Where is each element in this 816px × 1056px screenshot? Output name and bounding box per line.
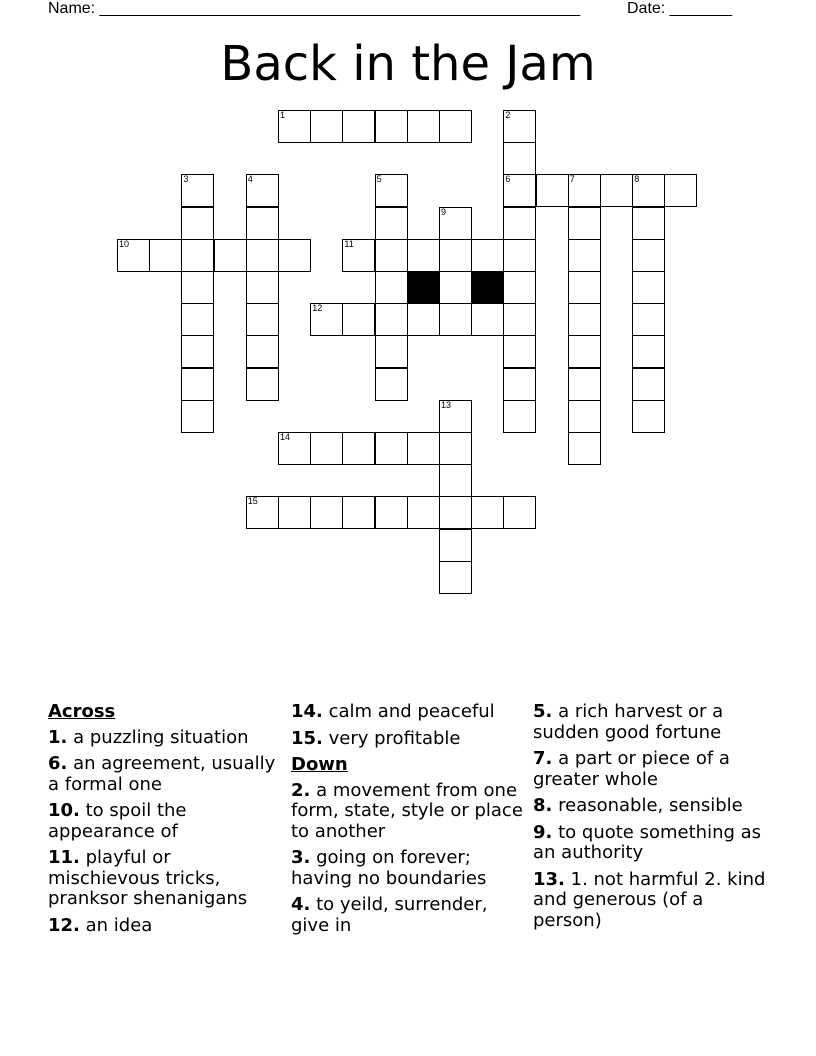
cell-number: 7 <box>569 174 575 185</box>
grid-cell[interactable] <box>310 496 343 529</box>
grid-cell[interactable] <box>181 303 214 336</box>
grid-cell[interactable] <box>439 464 472 497</box>
clue-number: 15. <box>291 727 323 749</box>
grid-cell[interactable] <box>246 496 279 529</box>
clue-number: 5. <box>533 701 553 722</box>
clue-down-2 <box>291 781 527 843</box>
grid-cell[interactable] <box>149 239 182 272</box>
cell-number: 15 <box>247 496 258 507</box>
black-cell <box>407 271 440 304</box>
grid-cell[interactable] <box>439 496 472 529</box>
grid-cell[interactable] <box>181 207 214 240</box>
grid-cell[interactable] <box>375 496 408 529</box>
grid-cell[interactable] <box>503 271 536 304</box>
grid-cell[interactable] <box>342 432 375 465</box>
date-field-line: Date: _______ <box>627 0 732 17</box>
grid-cell[interactable] <box>246 174 279 207</box>
clue-text: to spoil the appearance of <box>48 800 187 842</box>
clue-number: 4. <box>291 894 311 915</box>
grid-cell[interactable] <box>181 239 214 272</box>
grid-cell[interactable] <box>181 368 214 401</box>
grid-cell[interactable] <box>214 239 247 272</box>
grid-cell[interactable] <box>600 174 633 207</box>
clue-down-9 <box>533 823 769 864</box>
grid-cell[interactable] <box>471 303 504 336</box>
grid-cell[interactable] <box>246 271 279 304</box>
clue-number: 1. <box>48 726 68 748</box>
clue-number: 6. <box>48 753 68 774</box>
clue-text: a puzzling situation <box>73 726 249 748</box>
grid-cell[interactable] <box>342 110 375 143</box>
grid-cell[interactable] <box>568 174 601 207</box>
grid-cell[interactable] <box>439 400 472 433</box>
clue-text: an agreement, usually a formal one <box>48 753 276 795</box>
grid-cell[interactable] <box>664 174 697 207</box>
grid-cell[interactable] <box>568 271 601 304</box>
grid-cell[interactable] <box>375 174 408 207</box>
grid-cell[interactable] <box>568 303 601 336</box>
across-heading: Across <box>48 701 116 722</box>
clue-text: a rich harvest or a sudden good fortune <box>533 701 724 743</box>
clues-column-1 <box>48 702 284 942</box>
grid-cell[interactable] <box>181 271 214 304</box>
grid-cell[interactable] <box>278 239 311 272</box>
grid-cell[interactable] <box>439 303 472 336</box>
grid-cell[interactable] <box>632 335 665 368</box>
cell-number: 2 <box>505 110 511 120</box>
clue-down-3 <box>291 848 527 889</box>
clue-down-4 <box>291 895 527 936</box>
grid-cell[interactable] <box>503 335 536 368</box>
grid-cell[interactable] <box>568 335 601 368</box>
grid-cell[interactable] <box>181 400 214 433</box>
grid-cell[interactable] <box>375 303 408 336</box>
cell-number: 5 <box>376 174 382 185</box>
clue-number: 13. <box>533 868 565 890</box>
clue-number: 2. <box>291 779 311 801</box>
grid-cell[interactable] <box>342 303 375 336</box>
clues-column-3 <box>533 702 769 937</box>
clue-text: calm and peaceful <box>328 701 495 722</box>
clue-text: an idea <box>85 914 153 936</box>
grid-cell[interactable] <box>375 207 408 240</box>
grid-cell[interactable] <box>342 239 375 272</box>
cell-number: 13 <box>441 399 452 410</box>
black-cell <box>471 271 504 304</box>
grid-cell[interactable] <box>407 303 440 336</box>
grid-cell[interactable] <box>503 110 536 143</box>
grid-cell[interactable] <box>568 368 601 401</box>
grid-cell[interactable] <box>246 239 279 272</box>
clue-across-12 <box>48 916 284 937</box>
grid-cell[interactable] <box>407 239 440 272</box>
grid-cell[interactable] <box>471 239 504 272</box>
grid-cell[interactable] <box>310 303 343 336</box>
grid-cell[interactable] <box>568 400 601 433</box>
grid-cell[interactable] <box>632 207 665 240</box>
clue-down-7 <box>533 749 769 790</box>
grid-cell[interactable] <box>407 496 440 529</box>
grid-cell[interactable] <box>503 174 536 207</box>
grid-cell[interactable] <box>439 529 472 562</box>
grid-cell[interactable] <box>246 368 279 401</box>
clue-number: 14. <box>291 701 323 722</box>
grid-cell[interactable] <box>632 271 665 304</box>
clue-text: to yeild, surrender, give in <box>291 894 488 936</box>
grid-cell[interactable] <box>536 174 569 207</box>
grid-cell[interactable] <box>407 110 440 143</box>
grid-cell[interactable] <box>439 207 472 240</box>
cell-number: 8 <box>634 174 640 185</box>
clue-down-8 <box>533 796 769 817</box>
grid-cell[interactable] <box>342 496 375 529</box>
clue-across-11 <box>48 848 284 910</box>
grid-cell[interactable] <box>503 368 536 401</box>
grid-cell[interactable] <box>278 110 311 143</box>
grid-cell[interactable] <box>632 174 665 207</box>
clue-number: 8. <box>533 795 553 816</box>
clue-across-14 <box>291 702 527 723</box>
clue-text: very profitable <box>328 727 461 749</box>
grid-cell[interactable] <box>471 496 504 529</box>
grid-cell[interactable] <box>503 239 536 272</box>
grid-cell[interactable] <box>310 432 343 465</box>
grid-cell[interactable] <box>310 110 343 143</box>
grid-cell[interactable] <box>375 239 408 272</box>
grid-cell[interactable] <box>632 400 665 433</box>
clue-text: a movement from one form, state, style or place to another <box>291 779 523 842</box>
cell-number: 11 <box>344 238 354 249</box>
clue-across-10 <box>48 801 284 842</box>
grid-cell[interactable] <box>181 335 214 368</box>
clue-down-13 <box>533 870 769 932</box>
cell-number: 14 <box>280 432 291 442</box>
grid-cell[interactable] <box>439 239 472 272</box>
grid-cell[interactable] <box>407 432 440 465</box>
cell-number: 10 <box>119 238 130 249</box>
clue-number: 12. <box>48 914 80 936</box>
clue-across-15 <box>291 729 527 750</box>
clue-text: going on forever; having no boundaries <box>291 847 487 889</box>
cell-number: 1 <box>280 110 286 120</box>
grid-cell[interactable] <box>246 207 279 240</box>
clue-number: 7. <box>533 748 553 769</box>
grid-cell[interactable] <box>278 496 311 529</box>
clue-across-6 <box>48 754 284 795</box>
cell-number: 3 <box>183 174 189 185</box>
grid-cell[interactable] <box>181 174 214 207</box>
cell-number: 12 <box>312 303 323 314</box>
grid-cell[interactable] <box>439 432 472 465</box>
puzzle-title: Back in the Jam <box>220 36 596 92</box>
grid-cell[interactable] <box>439 110 472 143</box>
clue-text: a part or piece of a greater whole <box>533 748 730 790</box>
grid-cell[interactable] <box>568 432 601 465</box>
grid-cell[interactable] <box>375 271 408 304</box>
grid-cell[interactable] <box>568 207 601 240</box>
clue-down-5 <box>533 702 769 743</box>
grid-cell[interactable] <box>503 142 536 175</box>
grid-cell[interactable] <box>246 303 279 336</box>
grid-cell[interactable] <box>375 110 408 143</box>
grid-cell[interactable] <box>246 335 279 368</box>
clue-number: 11. <box>48 847 80 868</box>
grid-cell[interactable] <box>278 432 311 465</box>
clue-text: playful or mischievous tricks, pranksor shenanigans <box>48 847 248 909</box>
grid-cell[interactable] <box>117 239 150 272</box>
clue-number: 10. <box>48 800 80 821</box>
grid-cell[interactable] <box>568 239 601 272</box>
grid-cell[interactable] <box>632 303 665 336</box>
grid-cell[interactable] <box>503 207 536 240</box>
clues-column-2 <box>291 702 527 942</box>
clue-number: 3. <box>291 847 311 868</box>
grid-cell[interactable] <box>503 400 536 433</box>
grid-cell[interactable] <box>632 368 665 401</box>
clue-across-1 <box>48 728 284 749</box>
grid-cell[interactable] <box>439 561 472 594</box>
cell-number: 9 <box>441 206 447 217</box>
name-field-line: Name: ______________________________________________________ <box>48 0 581 17</box>
grid-cell[interactable] <box>375 368 408 401</box>
grid-cell[interactable] <box>375 432 408 465</box>
clue-text: 1. not harmful 2. kind and generous (of a person) <box>533 868 766 931</box>
grid-cell[interactable] <box>375 335 408 368</box>
grid-cell[interactable] <box>503 303 536 336</box>
clue-text: reasonable, sensible <box>558 795 743 816</box>
cell-number: 6 <box>505 174 511 185</box>
grid-cell[interactable] <box>503 496 536 529</box>
grid-cell[interactable] <box>439 271 472 304</box>
clue-text: to quote something as an authority <box>533 821 762 863</box>
down-heading: Down <box>291 754 348 775</box>
cell-number: 4 <box>247 174 253 185</box>
clue-number: 9. <box>533 821 553 843</box>
grid-cell[interactable] <box>632 239 665 272</box>
